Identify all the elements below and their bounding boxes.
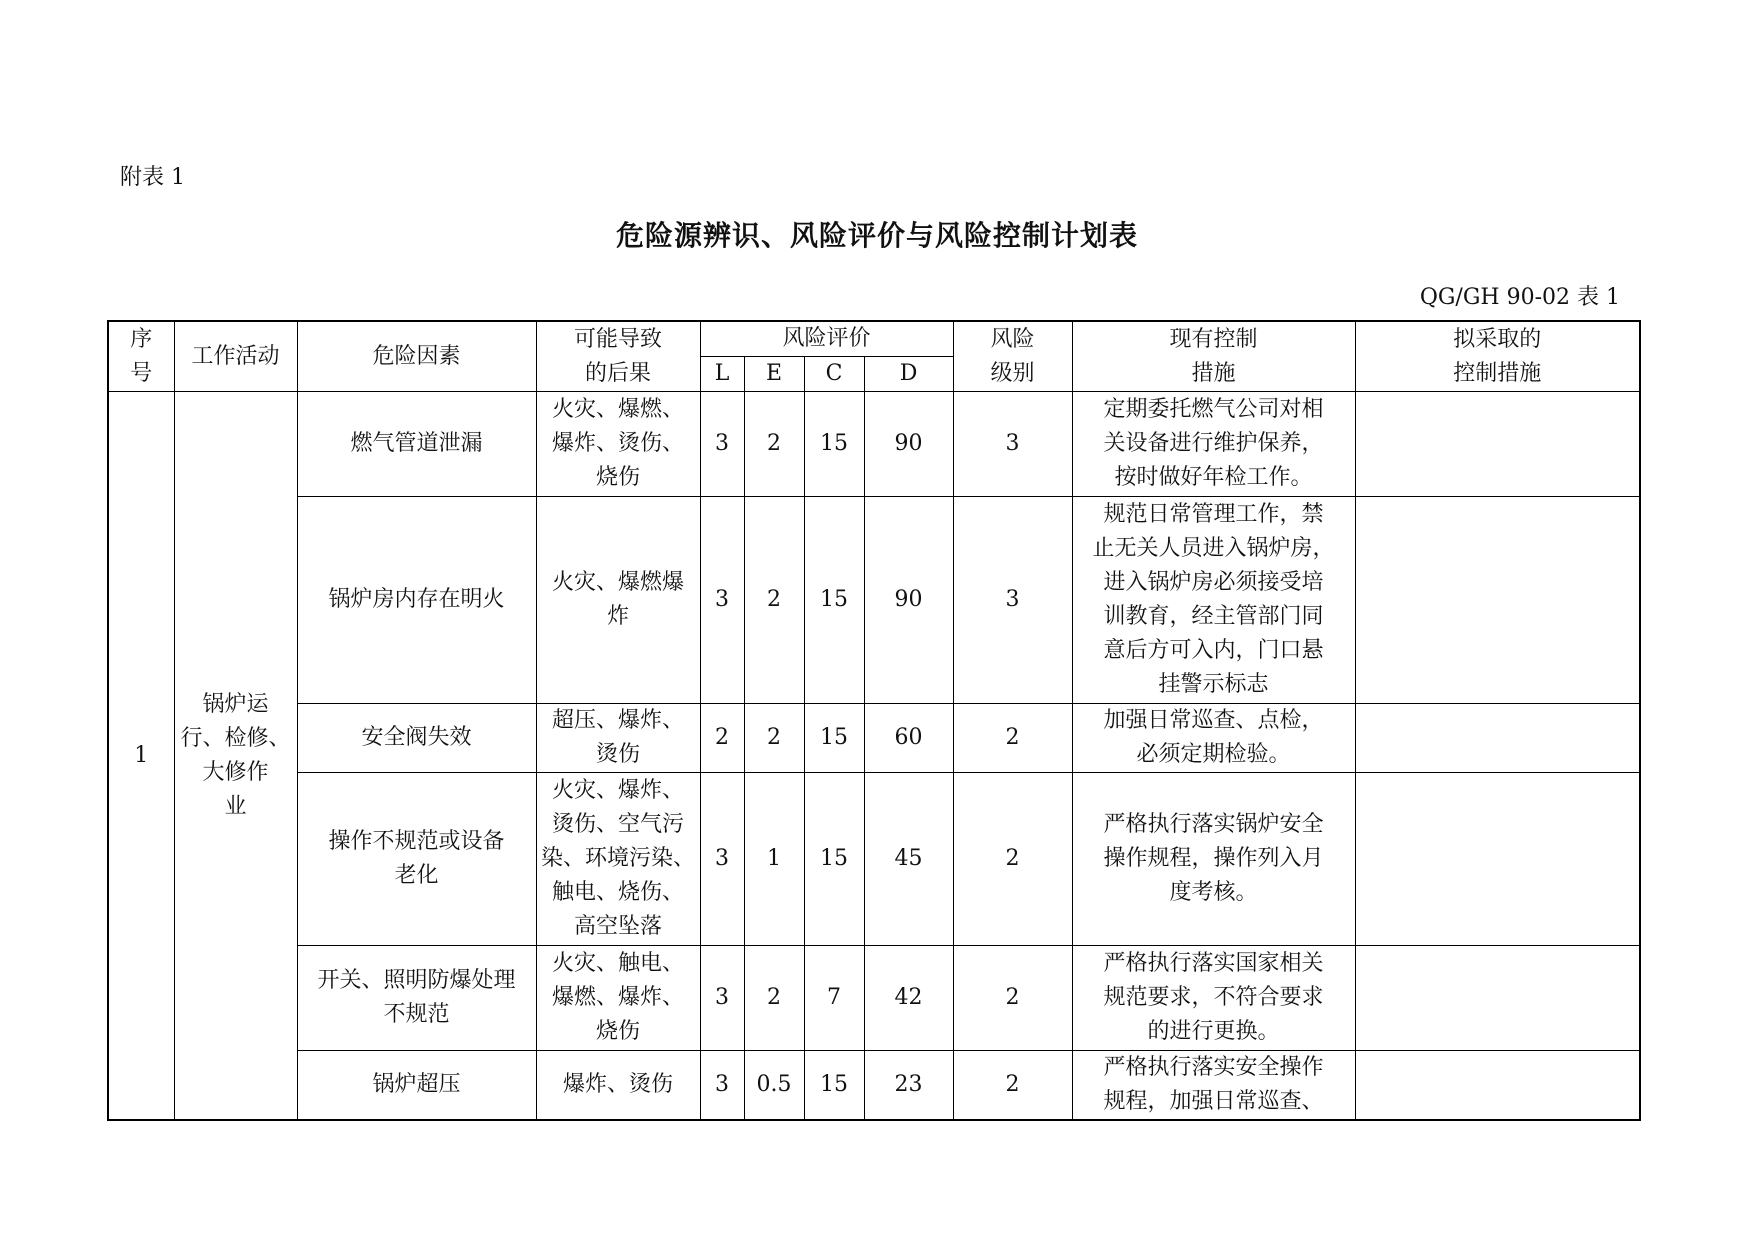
cell-E: 1 — [744, 773, 804, 946]
group-seq: 1 — [108, 392, 174, 1121]
cell-L: 3 — [700, 392, 744, 497]
cell-E: 0.5 — [744, 1051, 804, 1121]
cell-existing-measures: 定期委托燃气公司对相 关设备进行维护保养， 按时做好年检工作。 — [1072, 392, 1355, 497]
header-E: E — [744, 357, 804, 392]
cell-C: 15 — [804, 497, 864, 704]
header-L: L — [700, 357, 744, 392]
cell-level: 3 — [953, 392, 1072, 497]
group-activity: 锅炉运 行、检修、 大修作 业 — [174, 392, 297, 1121]
cell-hazard: 操作不规范或设备 老化 — [297, 773, 536, 946]
cell-consequence: 爆炸、烫伤 — [536, 1051, 700, 1121]
cell-level: 2 — [953, 946, 1072, 1051]
cell-C: 7 — [804, 946, 864, 1051]
header-risk-eval: 风险评价 — [700, 321, 953, 357]
document-title: 危险源辨识、风险评价与风险控制计划表 — [615, 219, 1138, 252]
table-row — [108, 773, 1640, 946]
cell-D: 23 — [864, 1051, 953, 1121]
cell-L: 3 — [700, 773, 744, 946]
header-D: D — [864, 357, 953, 392]
cell-C: 15 — [804, 773, 864, 946]
cell-C: 15 — [804, 704, 864, 773]
cell-existing-measures: 严格执行落实安全操作 规程，加强日常巡查、 — [1072, 1051, 1355, 1121]
cell-hazard: 安全阀失效 — [297, 704, 536, 773]
cell-planned-measures — [1355, 773, 1640, 946]
cell-consequence: 火灾、爆燃、 爆炸、烫伤、 烧伤 — [536, 392, 700, 497]
header-level: 风险 级别 — [953, 321, 1072, 392]
header-seq: 序 号 — [108, 321, 174, 392]
cell-E: 2 — [744, 392, 804, 497]
cell-consequence: 超压、爆炸、 烫伤 — [536, 704, 700, 773]
cell-L: 3 — [700, 946, 744, 1051]
cell-hazard: 锅炉超压 — [297, 1051, 536, 1121]
cell-E: 2 — [744, 497, 804, 704]
header-activity: 工作活动 — [174, 321, 297, 392]
table-row — [108, 946, 1640, 1051]
cell-hazard: 开关、照明防爆处理 不规范 — [297, 946, 536, 1051]
table-row — [108, 392, 1640, 497]
table-row — [108, 704, 1640, 773]
header-consequence: 可能导致 的后果 — [536, 321, 700, 392]
cell-consequence: 火灾、触电、 爆燃、爆炸、 烧伤 — [536, 946, 700, 1051]
cell-level: 2 — [953, 1051, 1072, 1121]
cell-D: 45 — [864, 773, 953, 946]
cell-level: 2 — [953, 773, 1072, 946]
header-C: C — [804, 357, 864, 392]
cell-level: 2 — [953, 704, 1072, 773]
cell-hazard: 燃气管道泄漏 — [297, 392, 536, 497]
cell-consequence: 火灾、爆燃爆 炸 — [536, 497, 700, 704]
cell-L: 3 — [700, 497, 744, 704]
header-existing-measures: 现有控制 措施 — [1072, 321, 1355, 392]
cell-hazard: 锅炉房内存在明火 — [297, 497, 536, 704]
cell-D: 90 — [864, 392, 953, 497]
cell-L: 3 — [700, 1051, 744, 1121]
cell-planned-measures — [1355, 392, 1640, 497]
table-row — [108, 1051, 1640, 1121]
cell-level: 3 — [953, 497, 1072, 704]
cell-C: 15 — [804, 1051, 864, 1121]
cell-planned-measures — [1355, 1051, 1640, 1121]
risk-control-table — [107, 320, 1641, 1121]
cell-existing-measures: 加强日常巡查、点检， 必须定期检验。 — [1072, 704, 1355, 773]
cell-existing-measures: 规范日常管理工作，禁 止无关人员进入锅炉房， 进入锅炉房必须接受培 训教育，经主管部门同 意后方可入内，门口悬 挂警示标志 — [1072, 497, 1355, 704]
cell-planned-measures — [1355, 497, 1640, 704]
document-code: QG/GH 90-02 表 1 — [1419, 285, 1620, 310]
attachment-label: 附表 1 — [120, 165, 185, 190]
cell-D: 90 — [864, 497, 953, 704]
cell-planned-measures — [1355, 704, 1640, 773]
cell-D: 42 — [864, 946, 953, 1051]
cell-existing-measures: 严格执行落实国家相关 规范要求，不符合要求 的进行更换。 — [1072, 946, 1355, 1051]
cell-planned-measures — [1355, 946, 1640, 1051]
cell-E: 2 — [744, 704, 804, 773]
header-planned-measures: 拟采取的 控制措施 — [1355, 321, 1640, 392]
cell-consequence: 火灾、爆炸、 烫伤、空气污 染、环境污染、 触电、烧伤、 高空坠落 — [536, 773, 700, 946]
header-hazard: 危险因素 — [297, 321, 536, 392]
cell-L: 2 — [700, 704, 744, 773]
cell-C: 15 — [804, 392, 864, 497]
table-row — [108, 497, 1640, 704]
cell-E: 2 — [744, 946, 804, 1051]
cell-existing-measures: 严格执行落实锅炉安全 操作规程，操作列入月 度考核。 — [1072, 773, 1355, 946]
cell-D: 60 — [864, 704, 953, 773]
